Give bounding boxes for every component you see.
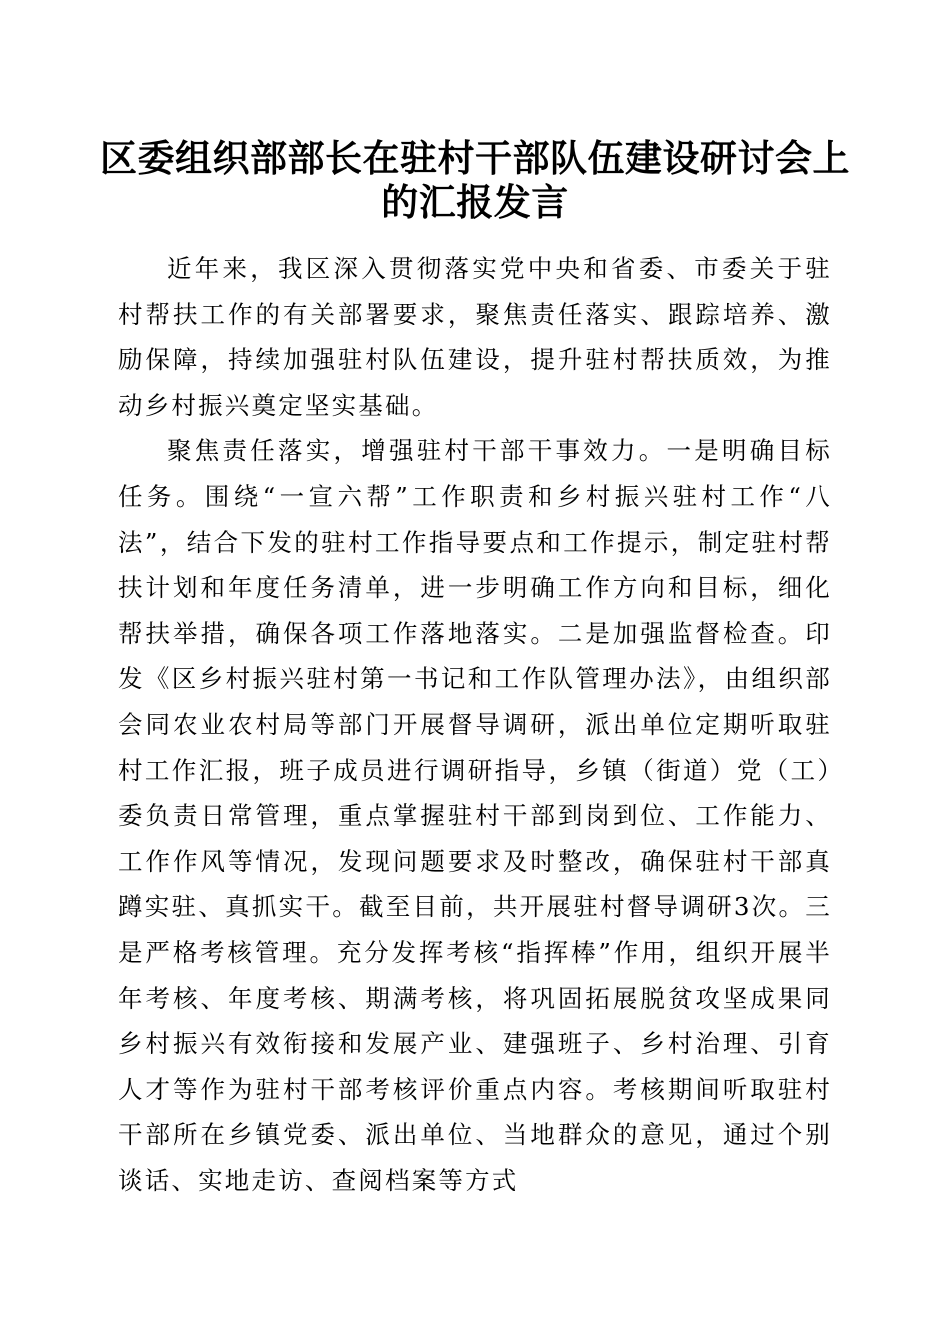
document-title: 区委组织部部长在驻村干部队伍建设研讨会上的汇报发言 — [100, 136, 850, 224]
paragraph-intro: 近年来，我区深入贯彻落实党中央和省委、市委关于驻村帮扶工作的有关部署要求，聚焦责任落实、跟踪培养、激励保障，持续加强驻村队伍建设，提升驻村帮扶质效，为推动乡村振兴奠定坚实基础。 — [118, 254, 832, 420]
document-body — [118, 246, 832, 1203]
paragraph-responsibility: 聚焦责任落实，增强驻村干部干事效力。一是明确目标任务。围绕“一宣六帮”工作职责和乡村振兴驻村工作“八法”，结合下发的驻村工作指导要点和工作提示，制定驻村帮扶计划和年度任务清单，进一步明确工作方向和目标，细化帮扶举措，确保各项工作落地落实。二是加强监督检查。印发《区乡村振兴驻村第一书记和工作队管理办法》，由组织部会同农业农村局等部门开展督导调研，派出单位定期听取驻村工作汇报，班子成员进行调研指导，乡镇（街道）党（工）委负责日常管理，重点掌握驻村干部到岗到位、工作能力、工作作风等情况，发现问题要求及时整改，确保驻村干部真蹲实驻、真抓实干。截至目前，共开展驻村督导调研3次。三是严格考核管理。充分发挥考核“指挥棒”作用，组织开展半年考核、年度考核、期满考核，将巩固拓展脱贫攻坚成果同乡村振兴有效衔接和发展产业、建强班子、乡村治理、引育人才等作为驻村干部考核评价重点内容。考核期间听取驻村干部所在乡镇党委、派出单位、当地群众的意见，通过个别谈话、实地走访、查阅档案等方式 — [118, 436, 832, 1195]
